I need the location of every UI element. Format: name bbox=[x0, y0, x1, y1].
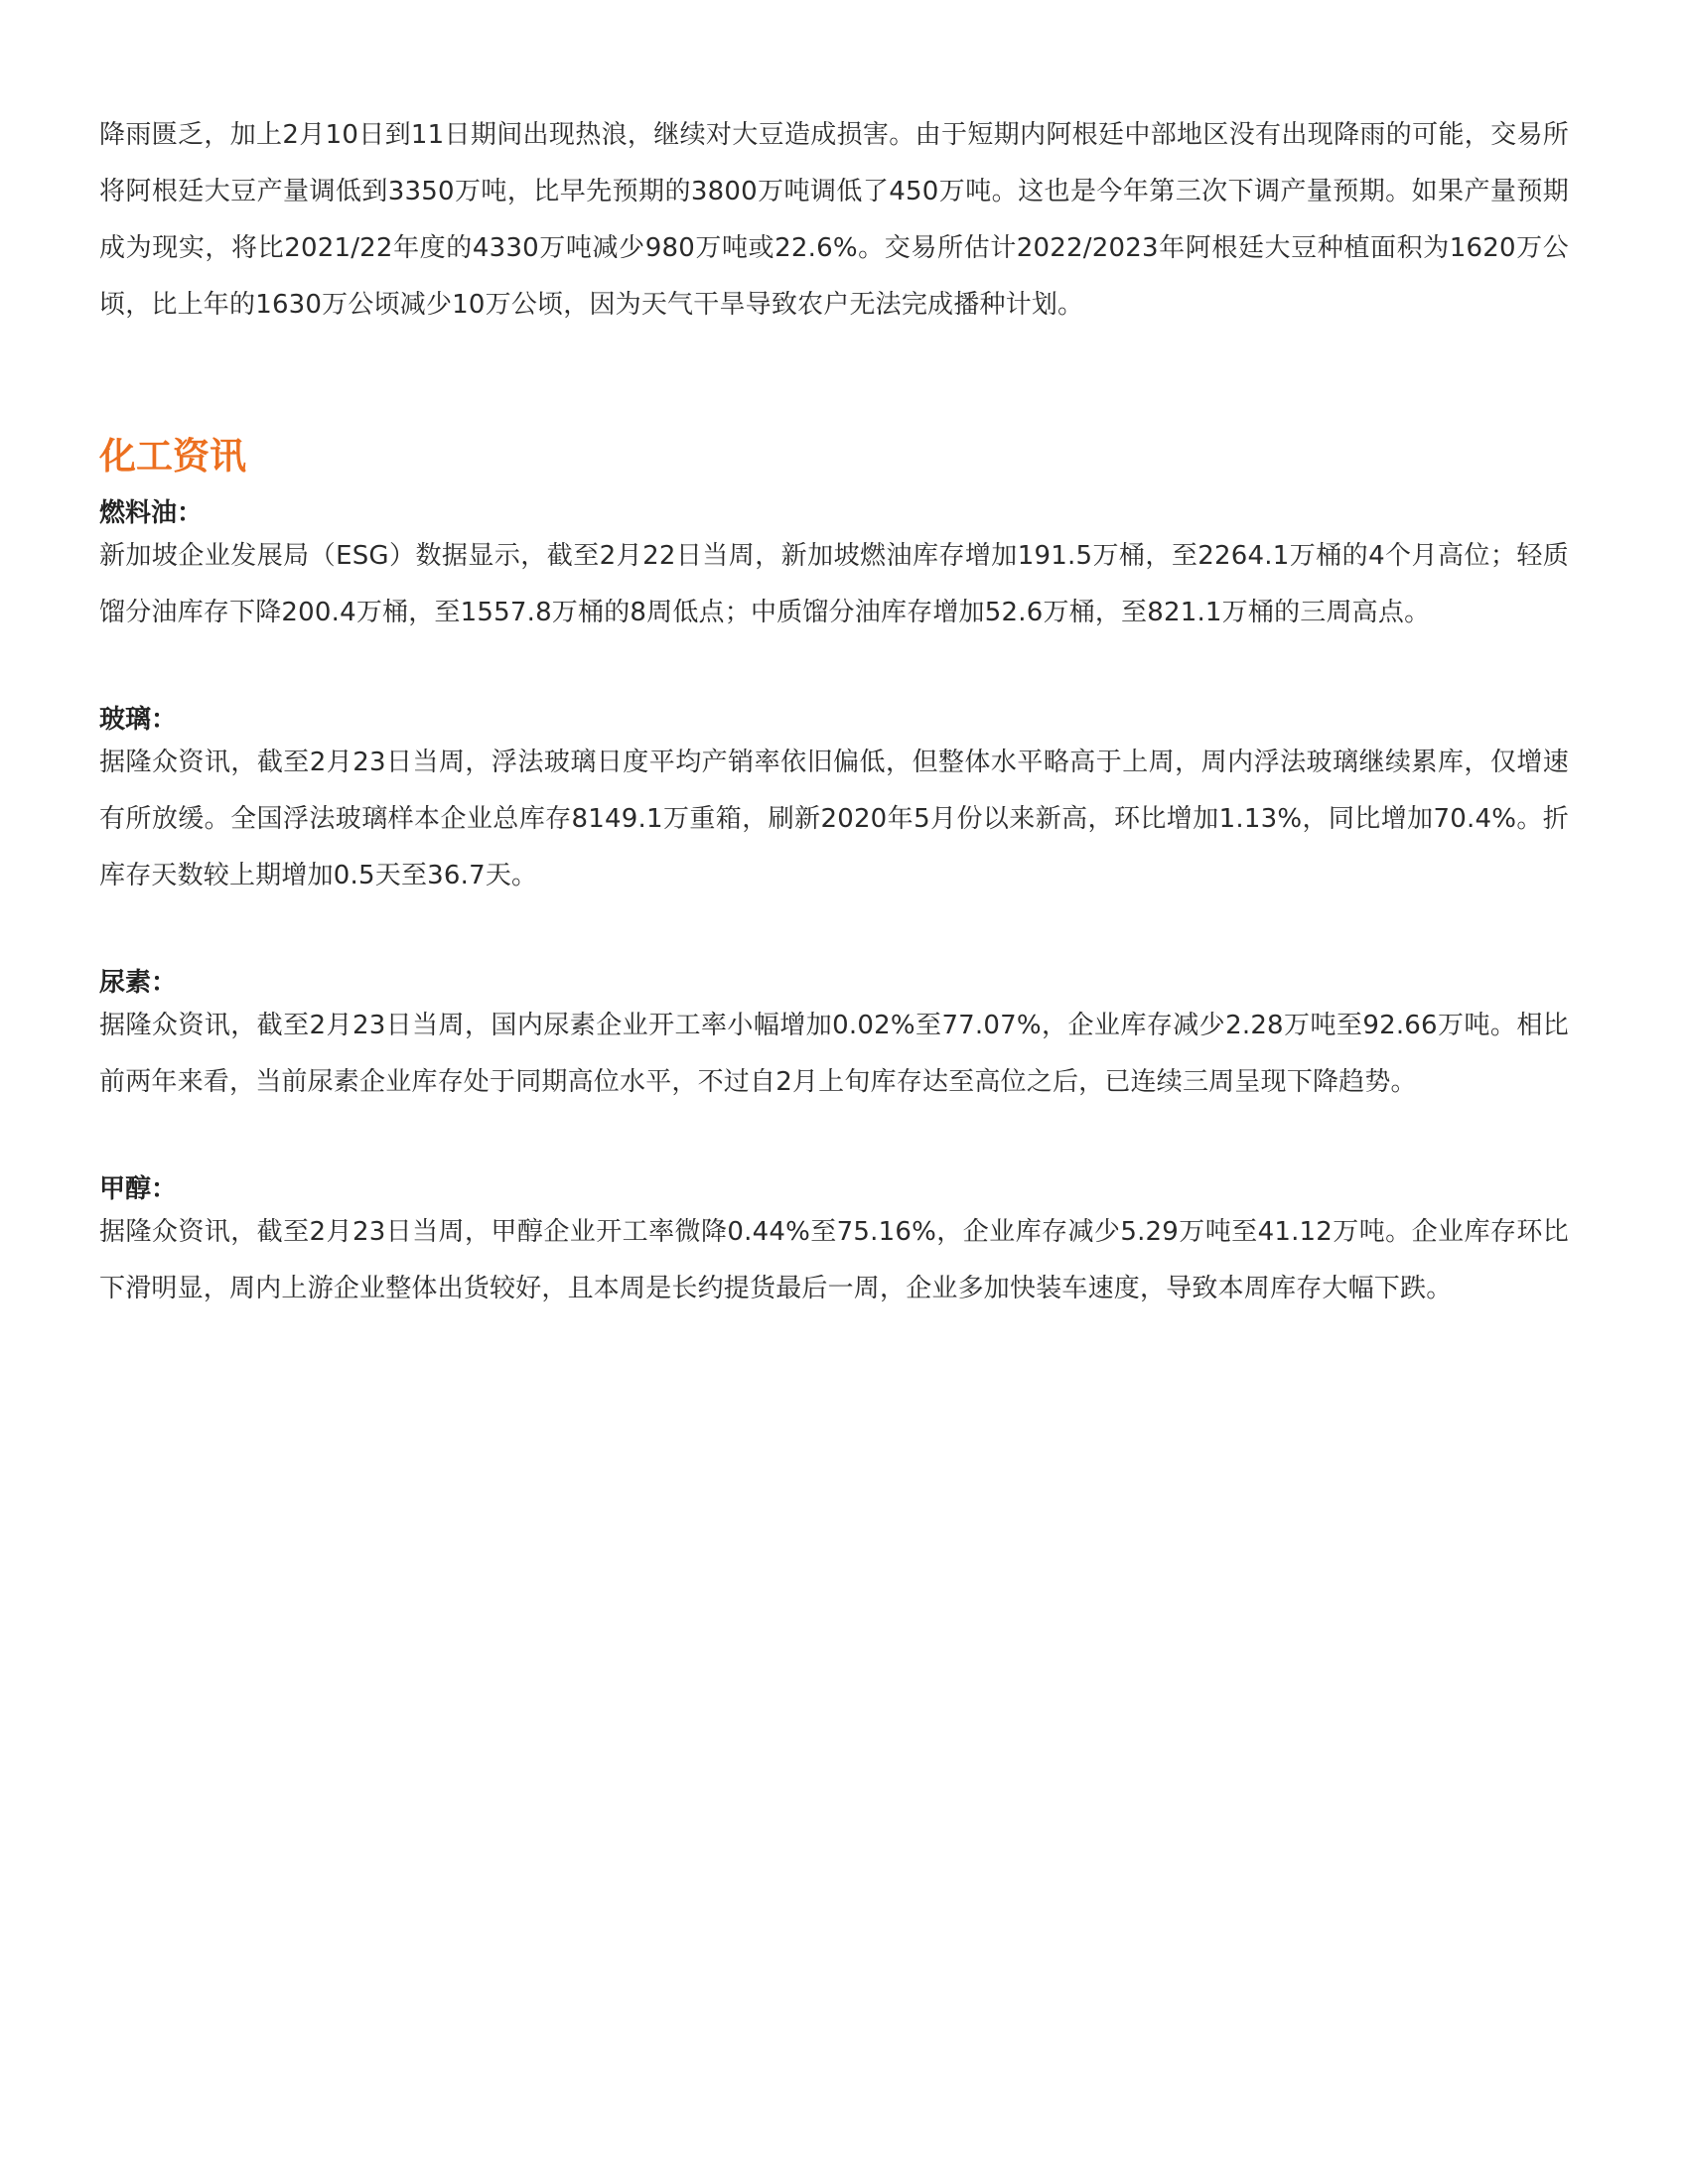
block-heading-glass: 玻璃： bbox=[99, 705, 178, 735]
intro-paragraph: 降雨匮乏，加上2月10日到11日期间出现热浪，继续对大豆造成损害。由于短期内阿根廷中部地区没有出现降雨的可能，交易所将阿根廷大豆产量调低到3350万吨，比早先预期的3800万吨调低了450万吨。这也是今年第三次下调产量预期。如果产量预期成为现实，将比2021/22年度的4330万吨减少980万吨或22.6%。交易所估计2022/2023年阿根廷大豆种植面积为1620万公顷，比上年的1630万公顷减少10万公顷，因为天气干旱导致农户无法完成播种计划。 bbox=[99, 120, 1569, 320]
block-text-urea: 据隆众资讯，截至2月23日当周，国内尿素企业开工率小幅增加0.02%至77.07%，企业库存减少2.28万吨至92.66万吨。相比前两年来看，当前尿素企业库存处于同期高位水平，不过自2月上旬库存达至高位之后，已连续三周呈现下降趋势。 bbox=[99, 1011, 1569, 1097]
block-text-methanol: 据隆众资讯，截至2月23日当周，甲醇企业开工率微降0.44%至75.16%，企业库存减少5.29万吨至41.12万吨。企业库存环比下滑明显，周内上游企业整体出货较好，且本周是长约提货最后一周，企业多加快装车速度，导致本周库存大幅下跌。 bbox=[99, 1217, 1569, 1303]
block-text-glass: 据隆众资讯，截至2月23日当周，浮法玻璃日度平均产销率依旧偏低，但整体水平略高于上周，周内浮法玻璃继续累库，仅增速有所放缓。全国浮法玻璃样本企业总库存8149.1万重箱，刷新2020年5月份以来新高，环比增加1.13%，同比增加70.4%。折库存天数较上期增加0.5天至36.7天。 bbox=[99, 748, 1569, 890]
news-block-urea bbox=[99, 968, 1569, 1111]
block-heading-fuel-oil: 燃料油： bbox=[99, 498, 204, 528]
news-block-glass bbox=[99, 705, 1569, 904]
block-heading-methanol: 甲醇： bbox=[99, 1174, 178, 1204]
block-heading-urea: 尿素： bbox=[99, 968, 178, 998]
section-title-chemical-news: 化工资讯 bbox=[99, 435, 246, 478]
news-block-methanol bbox=[99, 1174, 1569, 1317]
document-page bbox=[99, 107, 1569, 1381]
block-text-fuel-oil: 新加坡企业发展局（ESG）数据显示，截至2月22日当周，新加坡燃油库存增加191.5万桶，至2264.1万桶的4个月高位；轻质馏分油库存下降200.4万桶，至1557.8万桶的8周低点；中质馏分油库存增加52.6万桶，至821.1万桶的三周高点。 bbox=[99, 541, 1569, 627]
news-block-fuel-oil bbox=[99, 498, 1569, 641]
